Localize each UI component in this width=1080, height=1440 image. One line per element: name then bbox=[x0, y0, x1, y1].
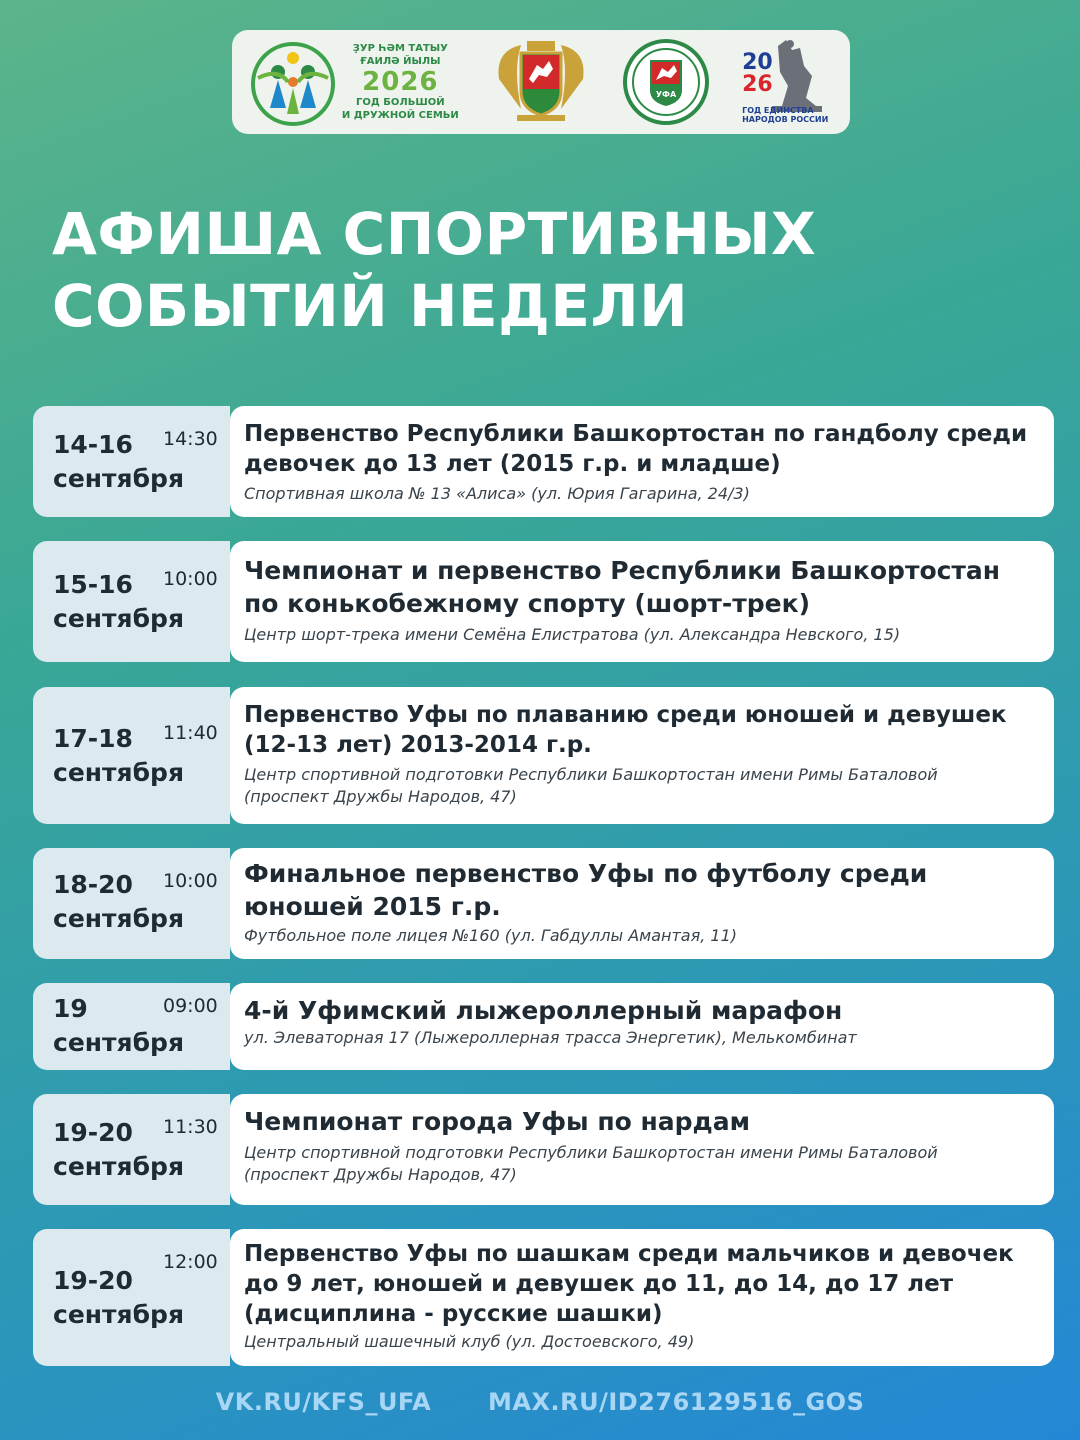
event-date-days: 14-16 bbox=[53, 430, 133, 459]
event-date-panel bbox=[33, 406, 230, 517]
event-date-days: 19-20 bbox=[53, 1266, 133, 1295]
event-time: 11:30 bbox=[163, 1116, 218, 1138]
event-info bbox=[230, 983, 1054, 1070]
event-place-line: (проспект Дружбы Народов, 47) bbox=[244, 1165, 517, 1184]
event-place-line: Центр шорт-трека имени Семёна Елистратова (ул. Александра Невского, 15) bbox=[244, 625, 901, 644]
event-date-panel bbox=[33, 848, 230, 959]
event-info bbox=[230, 1094, 1054, 1205]
event-info bbox=[230, 848, 1054, 959]
event-title-line: Чемпионат города Уфы по нардам bbox=[244, 1107, 751, 1136]
event-place bbox=[244, 925, 1038, 947]
vk-link[interactable]: VK.RU/KFS_UFA bbox=[215, 1388, 432, 1416]
family-year-year: 2026 bbox=[362, 67, 439, 97]
unity-year-bottom: 26 bbox=[742, 72, 773, 97]
event-title-line: Первенство Уфы по шашкам среди мальчиков и девочек bbox=[244, 1241, 1014, 1267]
unity-year-line2: НАРОДОВ РОССИИ bbox=[742, 115, 829, 124]
event-date-month: сентября bbox=[53, 604, 184, 633]
event-date-days: 19 bbox=[53, 994, 88, 1023]
ufa-badge-text: УФА bbox=[656, 90, 677, 99]
page-title bbox=[52, 198, 816, 342]
bashkortostan-coat-of-arms bbox=[491, 39, 591, 125]
event-date-panel bbox=[33, 1094, 230, 1205]
event-place-line: (проспект Дружбы Народов, 47) bbox=[244, 787, 517, 806]
event-place bbox=[244, 764, 1038, 808]
logo-strip bbox=[232, 30, 850, 134]
event-title bbox=[244, 1239, 1038, 1329]
unity-year-logo bbox=[742, 36, 834, 128]
event-date-month: сентября bbox=[53, 904, 184, 933]
event-title-line: по конькобежному спорту (шорт-трек) bbox=[244, 589, 810, 618]
event-date-month: сентября bbox=[53, 1152, 184, 1181]
event-info bbox=[230, 541, 1054, 662]
event-title bbox=[244, 994, 1038, 1027]
family-emblem-icon bbox=[248, 38, 338, 126]
event-card bbox=[33, 687, 1054, 824]
max-link[interactable]: MAX.RU/ID276129516_GOS bbox=[488, 1388, 865, 1416]
family-year-line1: ҘУР ҺӘМ ТАТЫУ bbox=[352, 43, 448, 54]
event-date-month: сентября bbox=[53, 1300, 184, 1329]
family-year-line3: ГОД БОЛЬШОЙ bbox=[356, 97, 445, 108]
event-place-line: ул. Элеваторная 17 (Лыжероллерная трасса Энергетик), Мелькомбинат bbox=[244, 1028, 857, 1047]
event-title-line: Первенство Уфы по плаванию среди юношей и девушек bbox=[244, 702, 1007, 728]
event-card bbox=[33, 983, 1054, 1070]
family-year-line2: ҒАИЛӘ ЙЫЛЫ bbox=[360, 56, 441, 67]
event-date-days: 19-20 bbox=[53, 1118, 133, 1147]
event-title bbox=[244, 419, 1038, 479]
event-date-panel bbox=[33, 1229, 230, 1366]
event-date-month: сентября bbox=[53, 464, 184, 493]
event-place-line: Центр спортивной подготовки Республики Башкортостан имени Римы Баталовой bbox=[244, 765, 938, 784]
event-title-line: до 9 лет, юношей и девушек до 11, до 14, до 17 лет bbox=[244, 1271, 954, 1297]
event-place bbox=[244, 1027, 1038, 1049]
event-title-line: (дисциплина - русские шашки) bbox=[244, 1301, 663, 1327]
event-time: 14:30 bbox=[163, 428, 218, 450]
event-card bbox=[33, 406, 1054, 517]
event-place-line: Футбольное поле лицея №160 (ул. Габдуллы Амантая, 11) bbox=[244, 926, 737, 945]
event-place-line: Центральный шашечный клуб (ул. Достоевского, 49) bbox=[244, 1332, 695, 1351]
event-time: 10:00 bbox=[163, 870, 218, 892]
event-place bbox=[244, 1331, 1038, 1353]
event-place bbox=[244, 1142, 1038, 1186]
event-date-panel bbox=[33, 983, 230, 1070]
unity-year-line1: ГОД ЕДИНСТВА bbox=[742, 106, 814, 115]
event-date-days: 18-20 bbox=[53, 870, 133, 899]
event-date-panel bbox=[33, 687, 230, 824]
event-time: 10:00 bbox=[163, 568, 218, 590]
event-card bbox=[33, 848, 1054, 959]
event-info bbox=[230, 406, 1054, 517]
event-place-line: Центр спортивной подготовки Республики Башкортостан имени Римы Баталовой bbox=[244, 1143, 938, 1162]
event-title bbox=[244, 700, 1038, 760]
event-title-line: юношей 2015 г.р. bbox=[244, 892, 501, 921]
ufa-badge bbox=[622, 38, 710, 126]
event-place bbox=[244, 624, 1038, 646]
event-time: 09:00 bbox=[163, 995, 218, 1017]
event-info bbox=[230, 687, 1054, 824]
event-info bbox=[230, 1229, 1054, 1366]
event-title bbox=[244, 554, 1038, 620]
event-title-line: девочек до 13 лет (2015 г.р. и младше) bbox=[244, 451, 781, 477]
ufa-badge-icon bbox=[622, 38, 710, 126]
event-place-line: Спортивная школа № 13 «Алиса» (ул. Юрия Гагарина, 24/3) bbox=[244, 484, 750, 503]
event-card bbox=[33, 1229, 1054, 1366]
event-place bbox=[244, 483, 1038, 505]
event-date-days: 15-16 bbox=[53, 570, 133, 599]
event-title bbox=[244, 857, 1038, 923]
event-time: 11:40 bbox=[163, 722, 218, 744]
event-time: 12:00 bbox=[163, 1251, 218, 1273]
page-title-line2: СОБЫТИЙ НЕДЕЛИ bbox=[52, 272, 689, 340]
family-year-logo bbox=[248, 38, 459, 126]
event-title-line: (12-13 лет) 2013-2014 г.р. bbox=[244, 732, 592, 758]
event-title bbox=[244, 1105, 1038, 1138]
event-card bbox=[33, 541, 1054, 662]
event-title-line: Чемпионат и первенство Республики Башкортостан bbox=[244, 556, 1001, 585]
event-card bbox=[33, 1094, 1054, 1205]
event-date-month: сентября bbox=[53, 1028, 184, 1057]
coat-of-arms-icon bbox=[491, 39, 591, 125]
footer-links bbox=[0, 1388, 1080, 1416]
page-title-line1: АФИША СПОРТИВНЫХ bbox=[52, 200, 817, 268]
event-title-line: 4-й Уфимский лыжероллерный марафон bbox=[244, 996, 843, 1025]
event-title-line: Первенство Республики Башкортостан по гандболу среди bbox=[244, 421, 1028, 447]
unity-year-top: 20 bbox=[742, 50, 773, 75]
family-year-line4: И ДРУЖНОЙ СЕМЬИ bbox=[341, 110, 459, 121]
event-date-days: 17-18 bbox=[53, 724, 133, 753]
event-title-line: Финальное первенство Уфы по футболу среди bbox=[244, 859, 928, 888]
event-date-month: сентября bbox=[53, 758, 184, 787]
event-date-panel bbox=[33, 541, 230, 662]
